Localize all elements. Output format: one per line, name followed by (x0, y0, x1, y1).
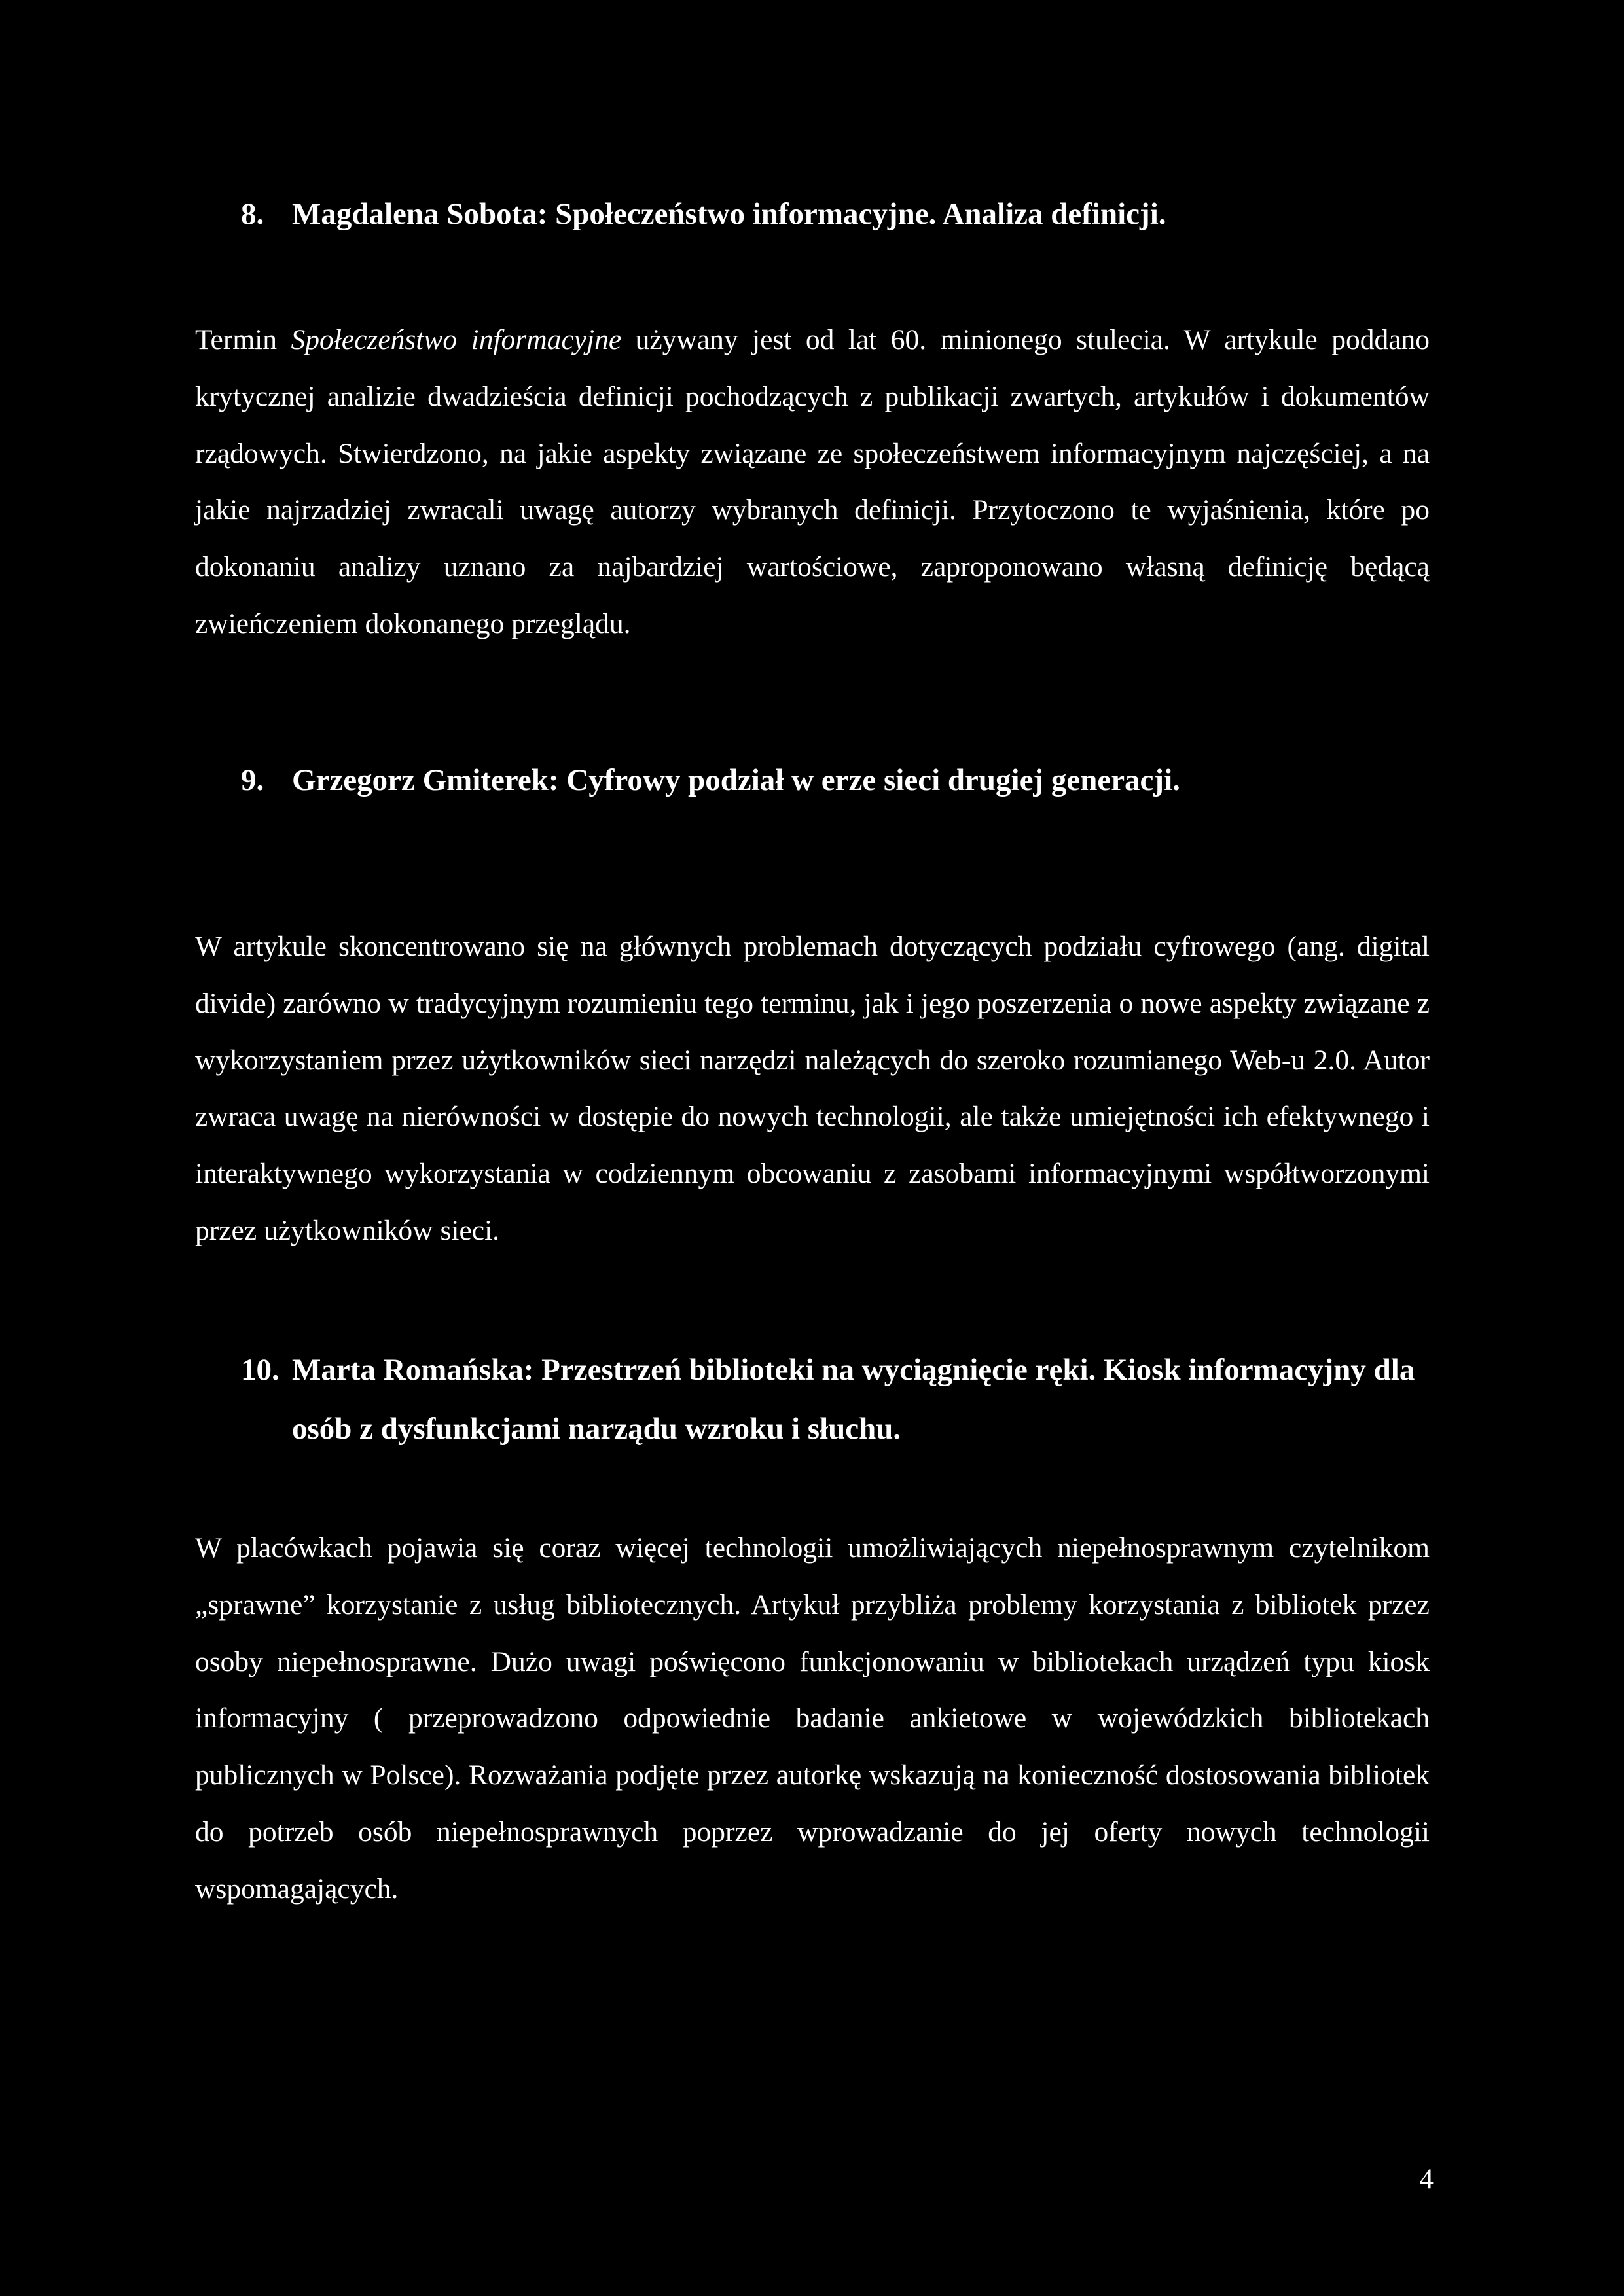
section-body: W placówkach pojawia się coraz więcej technologii umożliwiających niepełnosprawnym czytelnikom „sprawne” korzystanie z usług bibliotecznych. Artykuł przybliża problemy korzystania z bibliotek przez osoby niepełnosprawne. Dużo uwagi poświęcono funkcjonowaniu w bibliotekach urządzeń typu kiosk informacyjny ( przeprowadzono odpowiednie badanie ankietowe w wojewódzkich bibliotekach publicznych w Polsce). Rozważania podjęte przez autorkę wskazują na konieczność dostosowania bibliotek do potrzeb osób niepełnosprawnych poprzez wprowadzanie do jej oferty nowych technologii wspomagających. (195, 1532, 1430, 1905)
abstract-section-10 (195, 1340, 1430, 1918)
section-body (195, 312, 1430, 653)
section-title: Grzegorz Gmiterek: Cyfrowy podział w erze sieci drugiej generacji. (292, 763, 1180, 797)
section-title: Magdalena Sobota: Społeczeństwo informacyjne. Analiza definicji. (292, 197, 1166, 231)
body-lead: Termin (195, 324, 291, 355)
body-emphasis: Społeczeństwo informacyjne (291, 324, 622, 355)
section-number: 9. (241, 763, 264, 797)
section-number: 8. (241, 197, 264, 231)
section-heading (195, 1340, 1430, 1458)
section-heading (195, 185, 1430, 243)
section-heading (195, 751, 1430, 810)
page-number: 4 (1419, 2164, 1434, 2195)
abstract-section-9 (195, 751, 1430, 1259)
section-title: Marta Romańska: Przestrzeń biblioteki na wyciągnięcie ręki. Kiosk informacyjny dla osób z dysfunkcjami narządu wzroku i słuchu. (292, 1353, 1415, 1446)
body-rest: używany jest od lat 60. minionego stulecia. W artykule poddano krytycznej analizie dwadzieścia definicji pochodzących z publikacji zwartych, artykułów i dokumentów rządowych. Stwierdzono, na jakie aspekty związane ze społeczeństwem informacyjnym najczęściej, a na jakie najrzadziej zwracali uwagę autorzy wybranych definicji. Przytoczono te wyjaśnienia, które po dokonaniu analizy uznano za najbardziej wartościowe, zaproponowano własną definicję będącą zwieńczeniem dokonanego przeglądu. (195, 324, 1430, 639)
section-number: 10. (241, 1353, 280, 1387)
abstract-section-8 (195, 185, 1430, 653)
section-body: W artykule skoncentrowano się na głównych problemach dotyczących podziału cyfrowego (ang. digital divide) zarówno w tradycyjnym rozumieniu tego terminu, jak i jego poszerzenia o nowe aspekty związane z wykorzystaniem przez użytkowników sieci narzędzi należących do szeroko rozumianego Web-u 2.0. Autor zwraca uwagę na nierówności w dostępie do nowych technologii, ale także umiejętności ich efektywnego i interaktywnego wykorzystania w codziennym obcowaniu z zasobami informacyjnymi współtworzonymi przez użytkowników sieci. (195, 931, 1430, 1246)
